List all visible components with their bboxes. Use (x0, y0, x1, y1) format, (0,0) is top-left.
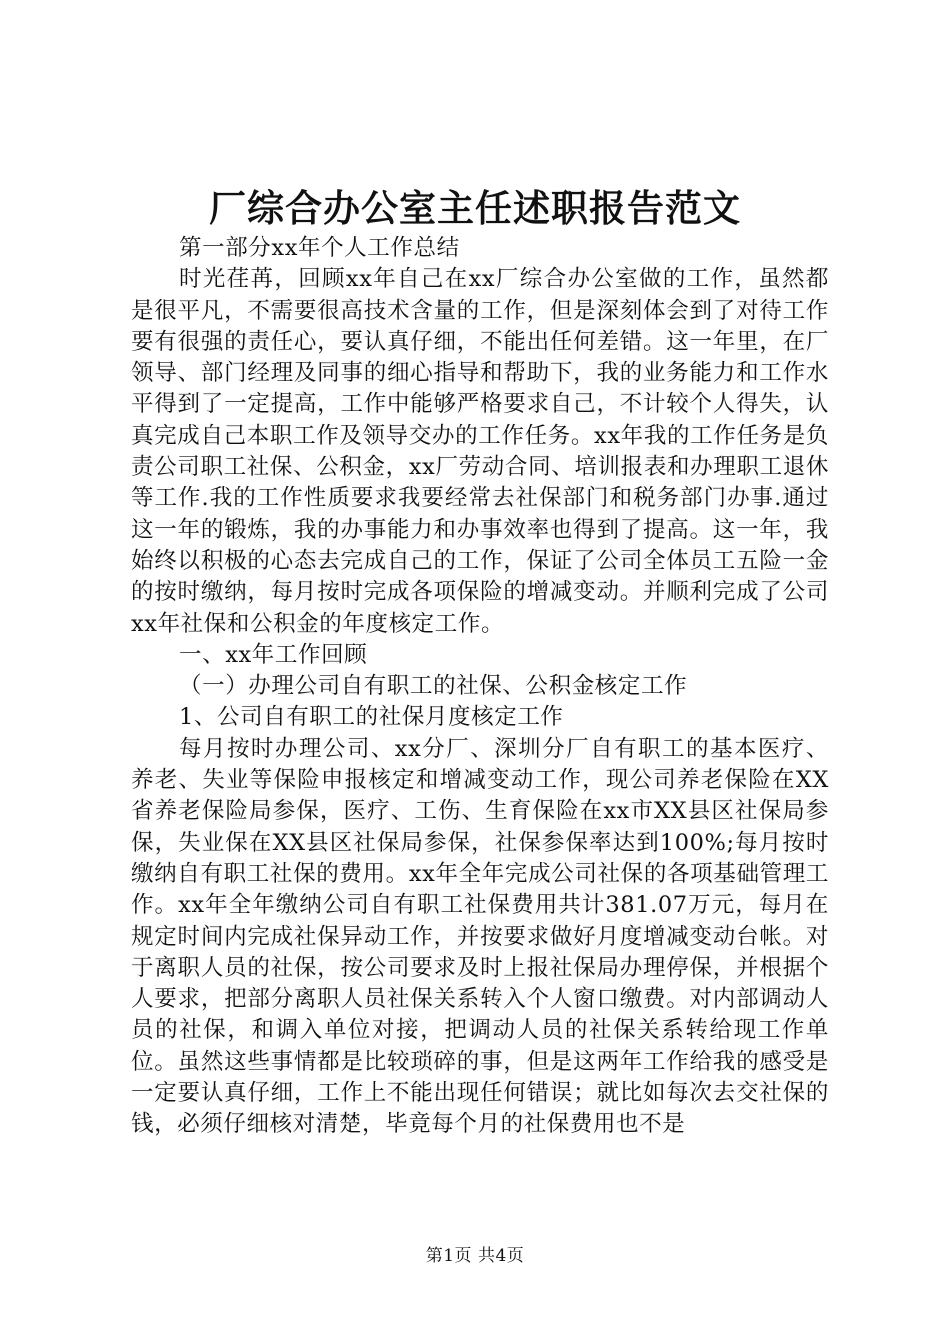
body-paragraph: 时光荏苒，回顾xx年自己在xx厂综合办公室做的工作，虽然都是很平凡，不需要很高技术含量的工作，但是深刻体会到了对待工作要有很强的责任心，要认真仔细，不能出任何差错。这一年里，在厂领导、部门经理及同事的细心指导和帮助下，我的业务能力和工作水平得到了一定提高，工作中能够严格要求自己，不计较个人得失，认真完成自己本职工作及领导交办的工作任务。xx年我的工作任务是负责公司职工社保、公积金，xx厂劳动合同、培训报表和办理职工退休等工作.我的工作性质要求我要经常去社保部门和税务部门办事.通过这一年的锻炼，我的办事能力和办事效率也得到了提高。这一年，我始终以积极的心态去完成自己的工作，保证了公司全体员工五险一金的按时缴纳，每月按时完成各项保险的增减变动。并顺利完成了公司xx年社保和公积金的年度核定工作。 (131, 266, 829, 637)
body-paragraph: 每月按时办理公司、xx分厂、深圳分厂自有职工的基本医疗、养老、失业等保险申报核定和增减变动工作，现公司养老保险在XX省养老保险局参保，医疗、工伤、生育保险在xx市XX县区社保局参保，失业保在XX县区社保局参保，社保参保率达到100%;每月按时缴纳自有职工社保的费用。xx年全年完成公司社保的各项基础管理工作。xx年全年缴纳公司自有职工社保费用共计381.07万元，每月在规定时间内完成社保异动工作，并按要求做好月度增减变动台帐。对于离职人员的社保，按公司要求及时上报社保局办理停保，并根据个人要求，把部分离职人员社保关系转入个人窗口缴费。对内部调动人员的社保，和调入单位对接，把调动人员的社保关系转给现工作单位。虽然这些事情都是比较琐碎的事，但是这两年工作给我的感受是一定要认真仔细，工作上不能出现任何错误；就比如每次去交社保的钱，必须仔细核对清楚，毕竟每个月的社保费用也不是 (131, 735, 829, 1138)
page-footer: 第1页 共4页 (425, 1246, 525, 1266)
document-body (131, 233, 829, 1141)
section-heading-review: 一、xx年工作回顾 (179, 641, 368, 668)
section-heading-part-one: 第一部分xx年个人工作总结 (179, 235, 460, 261)
subsection-heading: （一）办理公司自有职工的社保、公积金核定工作 (179, 673, 688, 700)
item-heading: 1、公司自有职工的社保月度核定工作 (179, 704, 564, 731)
document-title: 厂综合办公室主任述职报告范文 (209, 186, 741, 230)
